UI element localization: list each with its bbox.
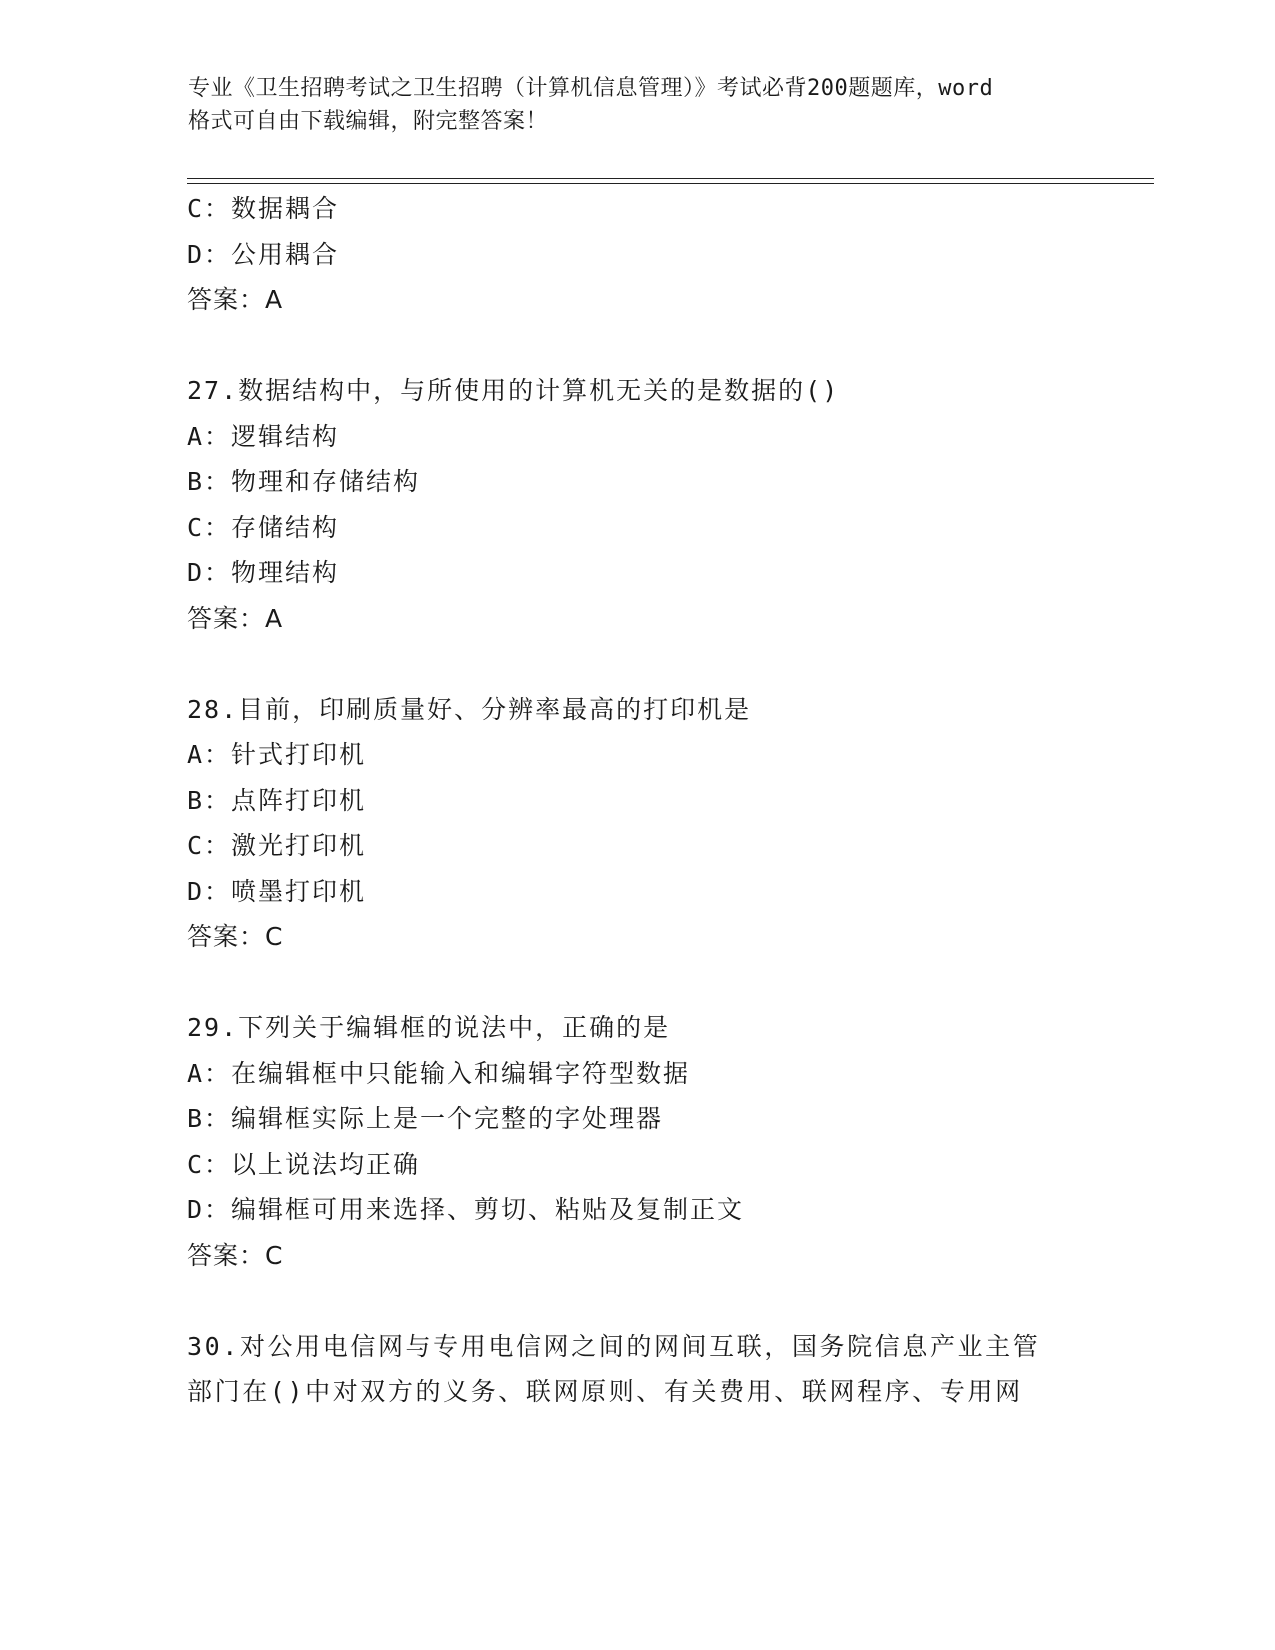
q28-option-d: D：喷墨打印机 — [187, 876, 367, 906]
header-rule-bottom — [187, 183, 1154, 184]
q26-answer: 答案：A — [187, 285, 284, 314]
q27-question: 27.数据结构中，与所使用的计算机无关的是数据的() — [187, 376, 840, 405]
q29-option-d: D：编辑框可用来选择、剪切、粘贴及复制正文 — [187, 1195, 745, 1224]
q28-option-a: A：针式打印机 — [187, 740, 367, 769]
q28-question: 28.目前，印刷质量好、分辨率最高的打印机是 — [187, 694, 752, 724]
q29-answer: 答案：C — [187, 1240, 284, 1270]
q26-option-d: D：公用耦合 — [187, 239, 340, 269]
q27-option-d: D：物理结构 — [187, 558, 340, 587]
q30-question-line-2: 部门在()中对双方的义务、联网原则、有关费用、联网程序、专用网 — [187, 1377, 1023, 1406]
q30-question-line-1: 30.对公用电信网与专用电信网之间的网间互联，国务院信息产业主管 — [187, 1331, 1041, 1361]
q29-question: 29.下列关于编辑框的说法中，正确的是 — [187, 1013, 671, 1042]
q27-option-a: A：逻辑结构 — [187, 421, 340, 451]
question-list — [187, 186, 1087, 1415]
q26-option-c: C：数据耦合 — [187, 194, 340, 223]
q29-option-a: A：在编辑框中只能输入和编辑字符型数据 — [187, 1058, 691, 1088]
q27-option-c: C：存储结构 — [187, 512, 340, 542]
q28-option-c: C：激光打印机 — [187, 831, 367, 860]
q27-option-b: B：物理和存储结构 — [187, 467, 421, 496]
q29-option-b: B：编辑框实际上是一个完整的字处理器 — [187, 1104, 664, 1133]
q28-option-b: B：点阵打印机 — [187, 785, 367, 815]
q29-option-c: C：以上说法均正确 — [187, 1149, 421, 1179]
q28-answer: 答案：C — [187, 922, 284, 951]
header-line-2: 格式可自由下载编辑，附完整答案！ — [188, 109, 549, 134]
document-header — [188, 72, 1088, 138]
header-rule-top — [187, 178, 1154, 179]
q27-answer: 答案：A — [187, 603, 284, 633]
header-line-1: 专业《卫生招聘考试之卫生招聘（计算机信息管理）》考试必背200题题库，word — [188, 76, 994, 101]
